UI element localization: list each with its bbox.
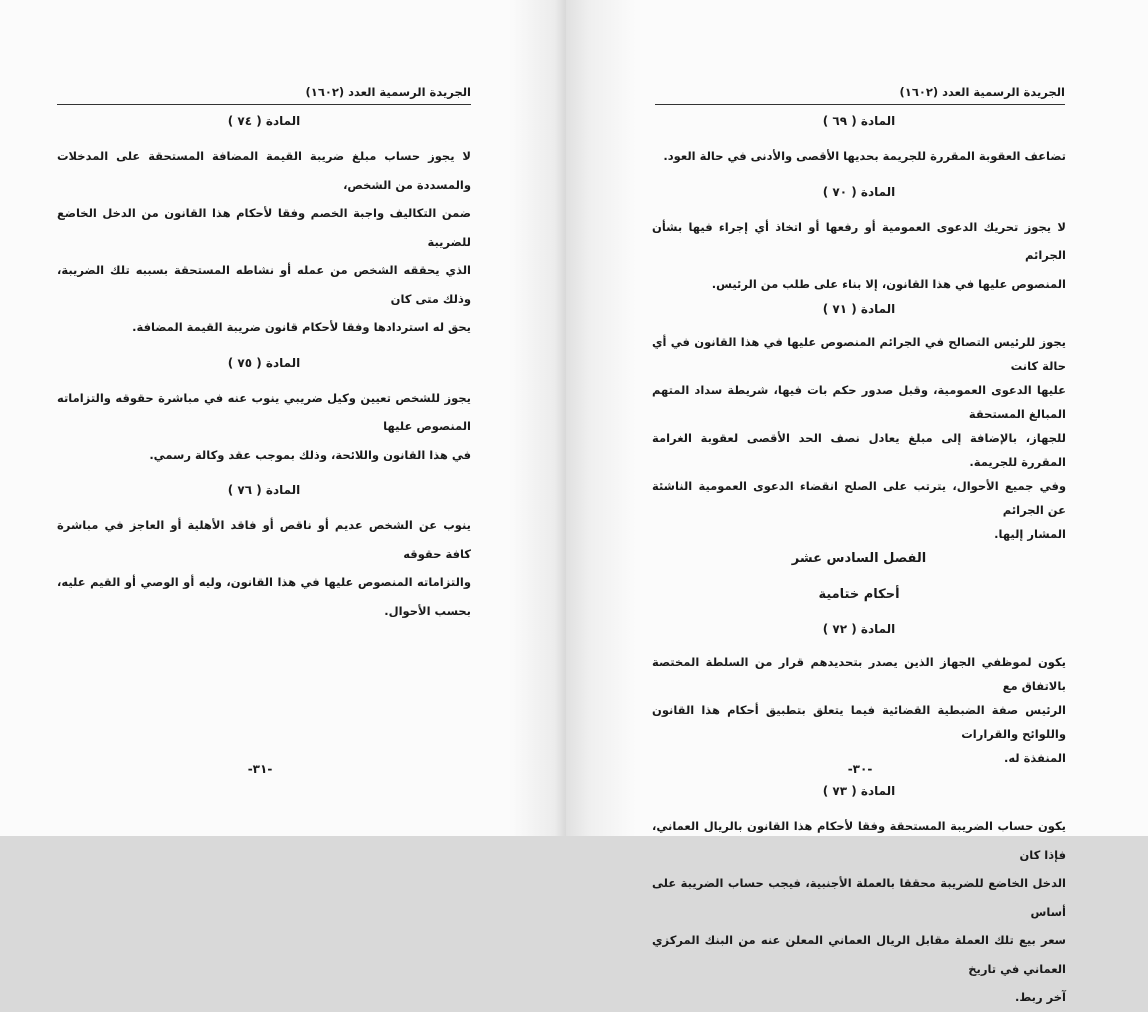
article-69-text xyxy=(652,142,1066,171)
article-76-text xyxy=(57,511,471,625)
right-page xyxy=(566,0,1148,1004)
article-73-title: المادة ( ٧٣ ) xyxy=(822,784,896,798)
text-line: يجوز للشخص تعيين وكيل ضريبي ينوب عنه في مباشرة حقوقه والتزاماته المنصوص عليها xyxy=(57,390,471,433)
article-74-text xyxy=(57,142,471,342)
article-74-title: المادة ( ٧٤ ) xyxy=(227,114,301,128)
page-number: -٣١- xyxy=(247,762,273,776)
text-line: تضاعف العقوبة المقررة للجريمة بحديها الأقصى والأدنى في حالة العود. xyxy=(663,149,1066,163)
text-line: الرئيس صفة الضبطية القضائية فيما يتعلق بتطبيق أحكام هذا القانون واللوائح والقرارات xyxy=(652,703,1066,741)
chapter-title: الفصل السادس عشر xyxy=(791,551,927,566)
right-page-content xyxy=(652,110,1066,1012)
article-76-title: المادة ( ٧٦ ) xyxy=(227,483,301,497)
article-72-text xyxy=(652,650,1066,770)
article-69-title: المادة ( ٦٩ ) xyxy=(822,114,896,128)
text-line: والتزاماته المنصوص عليها في هذا القانون، وليه أو الوصي أو القيم عليه، بحسب الأحوال. xyxy=(57,575,471,618)
text-line: للجهاز، بالإضافة إلى مبلغ يعادل نصف الحد الأقصى لعقوبة الغرامة المقررة للجريمة. xyxy=(652,431,1066,469)
article-70-title: المادة ( ٧٠ ) xyxy=(822,184,896,199)
article-70-text xyxy=(652,213,1066,299)
text-line: المنصوص عليها في هذا القانون، إلا بناء على طلب من الرئيس. xyxy=(711,276,1066,291)
text-line: لا يجوز تحريك الدعوى العمومية أو رفعها أو اتخاذ أي إجراء فيها بشأن الجرائم xyxy=(652,219,1066,262)
chapter-subtitle: أحكام ختامية xyxy=(818,587,900,602)
article-75-text xyxy=(57,384,471,470)
text-line: ينوب عن الشخص عديم أو ناقص أو فاقد الأهلية أو العاجز في مباشرة كافة حقوقه xyxy=(57,518,471,561)
text-line: الذي يحققه الشخص من عمله أو نشاطه المستحقة بسببه تلك الضريبة، وذلك متى كان xyxy=(57,263,471,306)
text-line: لا يجوز حساب مبلغ ضريبة القيمة المضافة المستحقة على المدخلات والمسددة من الشخص، xyxy=(57,149,471,192)
running-header: الجريدة الرسمية العدد (١٦٠٢) xyxy=(57,84,471,105)
text-line: في هذا القانون واللائحة، وذلك بموجب عقد وكالة رسمي. xyxy=(149,447,471,462)
text-line: يجوز للرئيس التصالح في الجرائم المنصوص عليها في هذا القانون في أي حالة كانت xyxy=(652,335,1066,373)
text-line: يكون حساب الضريبة المستحقة وفقا لأحكام هذا القانون بالريال العماني، فإذا كان xyxy=(652,819,1066,862)
text-line: يكون لموظفي الجهاز الذين يصدر بتحديدهم قرار من السلطة المختصة بالاتفاق مع xyxy=(652,655,1066,693)
text-line: المنفذة له. xyxy=(1003,751,1066,765)
text-line: ضمن التكاليف واجبة الخصم وفقا لأحكام هذا القانون من الدخل الخاضع للضريبة xyxy=(57,206,471,249)
text-line: المشار إليها. xyxy=(994,527,1066,541)
article-73-text xyxy=(652,812,1066,1012)
article-75-title: المادة ( ٧٥ ) xyxy=(227,355,301,370)
text-line: آخر ربط. xyxy=(1014,990,1066,1004)
article-72-title: المادة ( ٧٢ ) xyxy=(822,622,896,636)
text-line: سعر بيع تلك العملة مقابل الريال العماني المعلن عنه من البنك المركزي العماني في تاريخ xyxy=(652,933,1066,976)
text-line: يحق له استردادها وفقا لأحكام قانون ضريبة القيمة المضافة. xyxy=(132,320,471,334)
left-page xyxy=(0,0,566,836)
article-71-title: المادة ( ٧١ ) xyxy=(822,302,896,316)
page-number: -٣٠- xyxy=(847,762,873,776)
article-71-text xyxy=(652,330,1066,546)
text-line: عليها الدعوى العمومية، وقبل صدور حكم بات فيها، شريطة سداد المتهم المبالغ المستحقة xyxy=(652,383,1066,421)
running-header: الجريدة الرسمية العدد (١٦٠٢) xyxy=(655,84,1065,105)
left-page-content xyxy=(57,110,471,625)
text-line: الدخل الخاضع للضريبة محققا بالعملة الأجنبية، فيجب حساب الضريبة على أساس xyxy=(652,876,1066,919)
text-line: وفي جميع الأحوال، يترتب على الصلح انقضاء الدعوى العمومية الناشئة عن الجرائم xyxy=(652,479,1066,517)
